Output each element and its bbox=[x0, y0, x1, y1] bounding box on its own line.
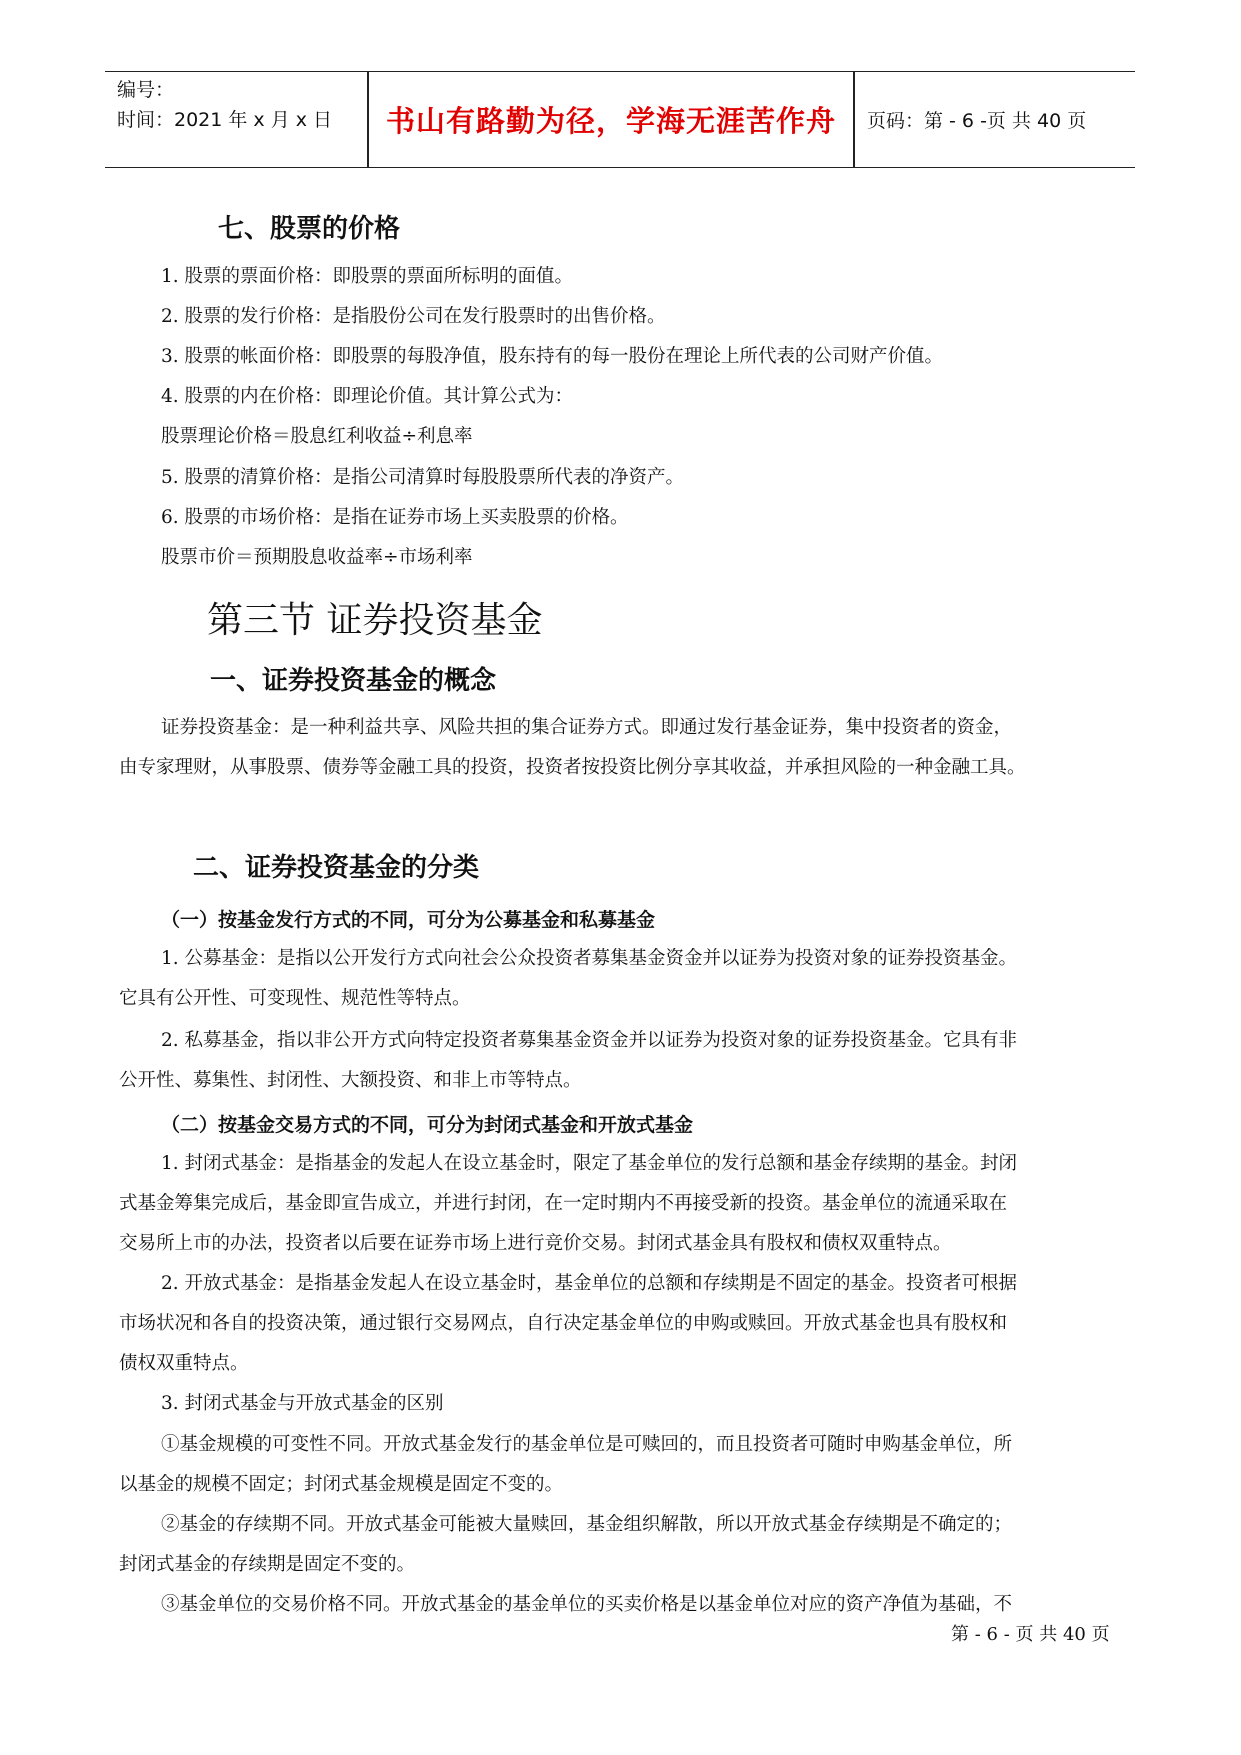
paragraph-line: 债权双重特点。 bbox=[119, 1353, 249, 1374]
page-header bbox=[105, 71, 1135, 168]
paragraph-line: 公开性、募集性、封闭性、大额投资、和非上市等特点。 bbox=[119, 1070, 582, 1091]
section-heading: 一、证券投资基金的概念 bbox=[210, 666, 497, 696]
formula-line: 股票市价＝预期股息收益率÷市场利率 bbox=[161, 547, 473, 568]
header-page-info: 页码：第 - 6 -页 共 40 页 bbox=[867, 110, 1087, 132]
header-number-label: 编号： bbox=[117, 79, 175, 101]
paragraph-line: 它具有公开性、可变现性、规范性等特点。 bbox=[119, 988, 471, 1009]
paragraph-line: 1. 股票的票面价格：即股票的票面所标明的面值。 bbox=[161, 266, 574, 287]
formula-line: 股票理论价格＝股息红利收益÷利息率 bbox=[161, 426, 473, 447]
paragraph-line: 2. 私募基金，指以非公开方式向特定投资者募集基金资金并以证券为投资对象的证券投资基金。它具有非 bbox=[161, 1030, 1018, 1051]
header-meta bbox=[117, 75, 357, 135]
paragraph-line: 1. 公募基金：是指以公开发行方式向社会公众投资者募集基金资金并以证券为投资对象的证券投资基金。 bbox=[161, 948, 1018, 969]
section-heading: 二、证券投资基金的分类 bbox=[193, 853, 480, 883]
paragraph-line: 市场状况和各自的投资决策，通过银行交易网点，自行决定基金单位的申购或赎回。开放式基金也具有股权和 bbox=[119, 1313, 1008, 1334]
subsection-heading: （二）按基金交易方式的不同，可分为封闭式基金和开放式基金 bbox=[161, 1114, 694, 1136]
paragraph-line: 6. 股票的市场价格：是指在证券市场上买卖股票的价格。 bbox=[161, 507, 629, 528]
paragraph-line: ③基金单位的交易价格不同。开放式基金的基金单位的买卖价格是以基金单位对应的资产净值为基础，不 bbox=[161, 1594, 1013, 1615]
page-footer: 第 - 6 - 页 共 40 页 bbox=[951, 1624, 1110, 1645]
paragraph-line: ②基金的存续期不同。开放式基金可能被大量赎回，基金组织解散，所以开放式基金存续期是不确定的； bbox=[161, 1514, 1013, 1535]
paragraph-line: ①基金规模的可变性不同。开放式基金发行的基金单位是可赎回的，而且投资者可随时申购基金单位，所 bbox=[161, 1434, 1013, 1455]
paragraph-line: 2. 股票的发行价格：是指股份公司在发行股票时的出售价格。 bbox=[161, 306, 666, 327]
section-heading: 七、股票的价格 bbox=[218, 214, 401, 244]
chapter-heading: 第三节 证券投资基金 bbox=[207, 600, 543, 641]
paragraph-line: 证券投资基金：是一种利益共享、风险共担的集合证券方式。即通过发行基金证券，集中投资者的资金， bbox=[161, 717, 1013, 738]
paragraph-line: 由专家理财，从事股票、债券等金融工具的投资，投资者按投资比例分享其收益，并承担风险的一种金融工具。 bbox=[119, 757, 1026, 778]
paragraph-line: 以基金的规模不固定；封闭式基金规模是固定不变的。 bbox=[119, 1474, 564, 1495]
paragraph-line: 交易所上市的办法，投资者以后要在证券市场上进行竞价交易。封闭式基金具有股权和债权双重特点。 bbox=[119, 1233, 952, 1254]
paragraph-line: 1. 封闭式基金：是指基金的发起人在设立基金时，限定了基金单位的发行总额和基金存续期的基金。封闭 bbox=[161, 1153, 1018, 1174]
header-divider bbox=[853, 72, 855, 167]
paragraph-line: 2. 开放式基金：是指基金发起人在设立基金时，基金单位的总额和存续期是不固定的基金。投资者可根据 bbox=[161, 1273, 1018, 1294]
header-motto: 书山有路勤为径，学海无涯苦作舟 bbox=[385, 104, 836, 138]
paragraph-line: 式基金筹集完成后，基金即宣告成立，并进行封闭，在一定时期内不再接受新的投资。基金单位的流通采取在 bbox=[119, 1193, 1008, 1214]
subsection-heading: （一）按基金发行方式的不同，可分为公募基金和私募基金 bbox=[161, 909, 656, 931]
paragraph-line: 3. 股票的帐面价格：即股票的每股净值，股东持有的每一股份在理论上所代表的公司财产价值。 bbox=[161, 346, 944, 367]
paragraph-line: 封闭式基金的存续期是固定不变的。 bbox=[119, 1554, 416, 1575]
paragraph-line: 3. 封闭式基金与开放式基金的区别 bbox=[161, 1393, 444, 1414]
paragraph-line: 4. 股票的内在价格：即理论价值。其计算公式为： bbox=[161, 386, 574, 407]
header-time-label: 时间：2021 年 x 月 x 日 bbox=[117, 109, 333, 131]
paragraph-line: 5. 股票的清算价格：是指公司清算时每股股票所代表的净资产。 bbox=[161, 467, 685, 488]
